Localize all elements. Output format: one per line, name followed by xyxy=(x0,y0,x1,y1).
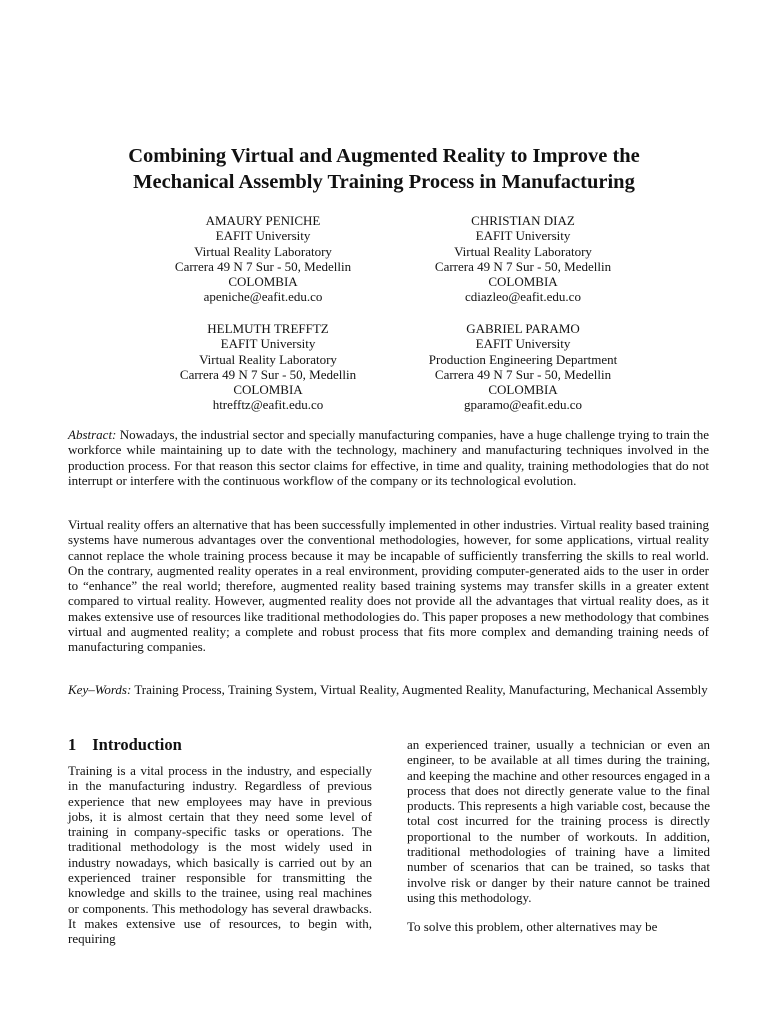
author-country: COLOMBIA xyxy=(488,382,558,398)
author-country: COLOMBIA xyxy=(228,274,298,290)
author-email: cdiazleo@eafit.edu.co xyxy=(465,289,581,305)
author-university: EAFIT University xyxy=(215,228,311,244)
author-block xyxy=(388,213,658,305)
body-paragraph-left: Training is a vital process in the industry, and especially in the manufacturing industry. Regardless of previous experience that new employees may have in previous jobs, it is almost certain that they need some level of training in company-specific tasks or operations. The traditional methodology is the most widely used in industry nowadays, which basically is carried out by an experienced trainer responsible for transmitting the knowledge and skills to the trainee, using real machines or components. This methodology has several drawbacks. It makes extensive use of resources, to begin with, requiring xyxy=(68,763,372,947)
author-address: Carrera 49 N 7 Sur - 50, Medellin xyxy=(179,366,357,382)
author-department: Virtual Reality Laboratory xyxy=(194,243,332,259)
author-country: COLOMBIA xyxy=(488,274,558,290)
keywords xyxy=(68,682,709,697)
author-email: apeniche@eafit.edu.co xyxy=(203,289,323,305)
abstract-paragraph xyxy=(68,427,709,488)
author-department: Production Engineering Department xyxy=(428,351,618,367)
section-heading xyxy=(68,735,182,755)
body-paragraph-right-2: To solve this problem, other alternatives may be xyxy=(407,919,658,934)
section-number: 1 xyxy=(68,735,77,754)
author-university: EAFIT University xyxy=(475,228,571,244)
author-block xyxy=(128,213,398,305)
author-address: Carrera 49 N 7 Sur - 50, Medellin xyxy=(174,258,352,274)
abstract-text: Nowadays, the industrial sector and specially manufacturing companies, have a huge challenge trying to train the workforce while maintaining up to date with the technology, machinery and manufacturing techniques involved in the production process. For that reason this sector claims for effective, in time and quality, training methodologies that do not interrupt or interfere with the continuous workflow of the company or its technological evolution. xyxy=(68,427,710,488)
author-name: AMAURY PENICHE xyxy=(205,213,321,228)
keywords-label: Key–Words: xyxy=(68,682,132,697)
body-paragraph-right: an experienced trainer, usually a technician or even an engineer, to be available at all times during the training, and keeping the machine and other resources engaged in a process that does not directly generate value to the final products. This represents a high variable cost, because the total cost incurred for the training process is directly proportional to the number of workouts. In addition, traditional methodologies of training have a limited number of scenarios that can be trained, so tasks that involve risk or danger by their nature cannot be trained using this methodology. xyxy=(407,737,710,905)
author-university: EAFIT University xyxy=(220,336,316,352)
abstract-paragraph-2: Virtual reality offers an alternative that has been successfully implemented in other industries. Virtual reality based training systems have numerous advantages over the conventional methodologies, however, for some applications, virtual reality cannot replace the whole training process because it may be incapable of sufficiently transferring the skills to real world. On the contrary, augmented reality operates in a real environment, providing computer-generated aids to the user in order to “enhance” the real world; therefore, augmented reality based training systems may transfer skills in a greater extent compared to virtual reality. However, augmented reality does not provide all the advantages that virtual reality does, as it makes extensive use of resources like traditional methodologies do. This paper proposes a new methodology that combines virtual and augmented reality; a complete and robust process that fits more complex and demanding training needs of manufacturing companies. xyxy=(68,517,709,655)
author-name: CHRISTIAN DIAZ xyxy=(471,213,575,228)
author-block xyxy=(133,321,403,413)
section-title: Introduction xyxy=(92,735,182,754)
keywords-text: Training Process, Training System, Virtual Reality, Augmented Reality, Manufacturing, Mechanical Assembly xyxy=(134,682,708,697)
author-university: EAFIT University xyxy=(475,336,571,352)
author-country: COLOMBIA xyxy=(233,382,303,398)
author-email: gparamo@eafit.edu.co xyxy=(463,397,583,413)
title-line: Mechanical Assembly Training Process in Manufacturing xyxy=(133,171,635,193)
author-address: Carrera 49 N 7 Sur - 50, Medellin xyxy=(434,258,612,274)
author-address: Carrera 49 N 7 Sur - 50, Medellin xyxy=(434,366,612,382)
author-department: Virtual Reality Laboratory xyxy=(454,243,592,259)
author-email: htrefftz@eafit.edu.co xyxy=(212,397,324,413)
author-name: HELMUTH TREFFTZ xyxy=(207,321,329,336)
author-name: GABRIEL PARAMO xyxy=(466,321,580,336)
paper-title xyxy=(60,143,708,195)
author-department: Virtual Reality Laboratory xyxy=(199,351,337,367)
author-block xyxy=(388,321,658,413)
title-line: Combining Virtual and Augmented Reality to Improve the xyxy=(128,145,640,167)
abstract-label: Abstract: xyxy=(68,427,117,442)
